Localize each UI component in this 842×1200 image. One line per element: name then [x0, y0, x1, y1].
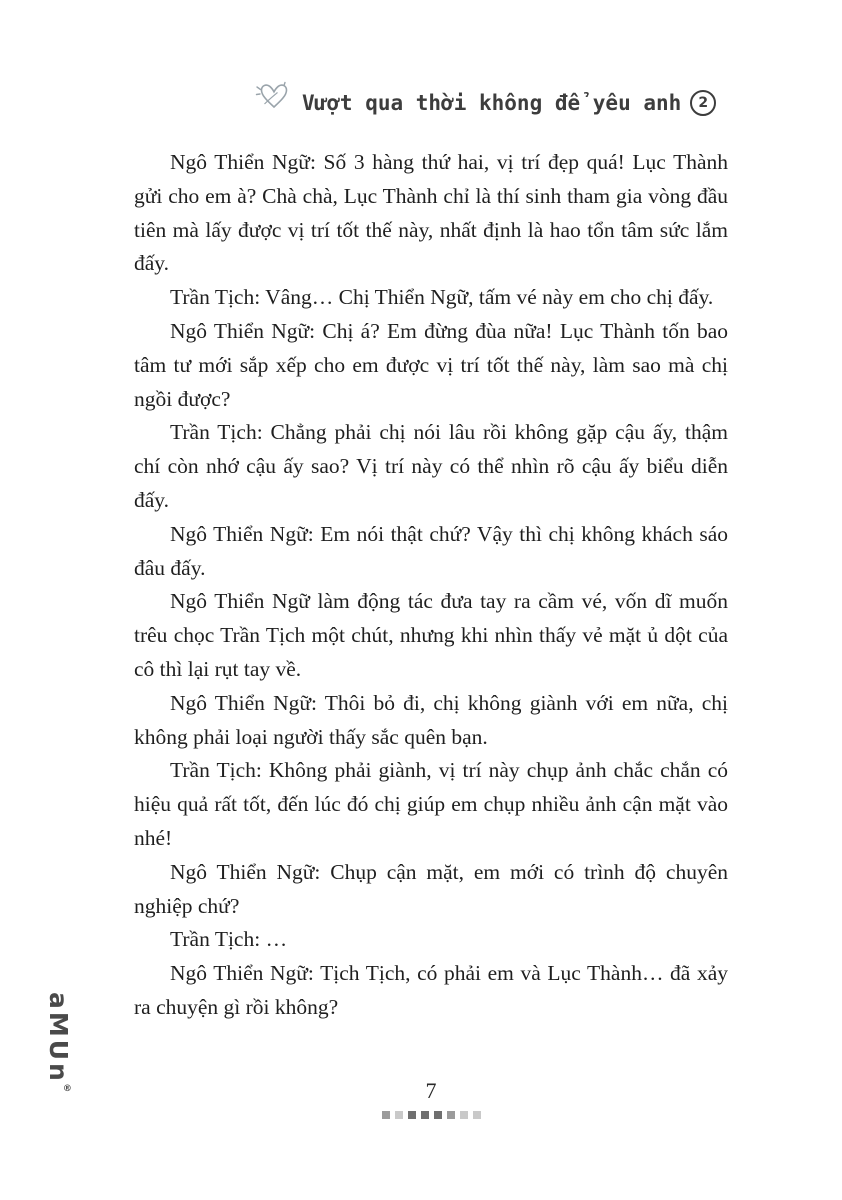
- ornament-square: [395, 1111, 403, 1119]
- paragraph: Ngô Thiển Ngữ: Em nói thật chứ? Vậy thì chị không khách sáo đâu đấy.: [134, 521, 728, 580]
- registered-mark: ®: [62, 1083, 73, 1094]
- ornament-square: [408, 1111, 416, 1119]
- paragraph: Ngô Thiển Ngữ: Chụp cận mặt, em mới có trình độ chuyên nghiệp chứ?: [134, 859, 728, 918]
- paragraph: Ngô Thiển Ngữ: Chị á? Em đừng đùa nữa! Lục Thành tốn bao tâm tư mới sắp xếp cho em được vị trí tốt thế này, làm sao mà chị ngồi được?: [134, 318, 728, 411]
- book-title: Vượt qua thời không để yêu anh: [302, 90, 682, 115]
- paragraph: Trần Tịch: Không phải giành, vị trí này chụp ảnh chắc chắn có hiệu quả rất tốt, đến lúc đó chị giúp em chụp nhiều ảnh cận mặt vào nhé!: [134, 758, 728, 850]
- paragraph: Trần Tịch: Chẳng phải chị nói lâu rồi không gặp cậu ấy, thậm chí còn nhớ cậu ấy sao? Vị trí này có thể nhìn rõ cậu ấy biểu diễn đấy.: [134, 420, 728, 512]
- heart-doodle-icon: [255, 80, 293, 117]
- publisher-logo: [44, 992, 73, 1094]
- page-ornament: [134, 1111, 728, 1119]
- page-header: [255, 84, 716, 121]
- volume-badge: 2: [690, 90, 716, 116]
- ornament-square: [447, 1111, 455, 1119]
- ornament-square: [434, 1111, 442, 1119]
- paragraph: Trần Tịch: …: [170, 927, 288, 952]
- page-number: 7: [425, 1078, 437, 1103]
- ornament-square: [382, 1111, 390, 1119]
- paragraph: Ngô Thiển Ngữ: Tịch Tịch, có phải em và Lục Thành… đã xảy ra chuyện gì rồi không?: [134, 961, 728, 1019]
- ornament-square: [473, 1111, 481, 1119]
- page-text: [134, 146, 728, 1025]
- ornament-square: [421, 1111, 429, 1119]
- publisher-logo-text: aMUn: [44, 992, 73, 1084]
- paragraph: Trần Tịch: Vâng… Chị Thiển Ngữ, tấm vé này em cho chị đấy.: [170, 285, 714, 310]
- paragraph: Ngô Thiển Ngữ: Thôi bỏ đi, chị không giành với em nữa, chị không phải loại người thấy sắc quên bạn.: [134, 690, 728, 749]
- paragraph: Ngô Thiển Ngữ làm động tác đưa tay ra cầm vé, vốn dĩ muốn trêu chọc Trần Tịch một chút, nhưng khi nhìn thấy vẻ mặt ủ dột của cô thì lại rụt tay về.: [134, 589, 728, 681]
- page-footer: [134, 1078, 728, 1119]
- paragraph: Ngô Thiển Ngữ: Số 3 hàng thứ hai, vị trí đẹp quá! Lục Thành gửi cho em à? Chà chà, Lục Thành chỉ là thí sinh tham gia vòng đầu tiên mà lấy được vị trí tốt thế này, nhất định là hao tổn tâm sức lắm đấy.: [134, 150, 728, 276]
- ornament-square: [460, 1111, 468, 1119]
